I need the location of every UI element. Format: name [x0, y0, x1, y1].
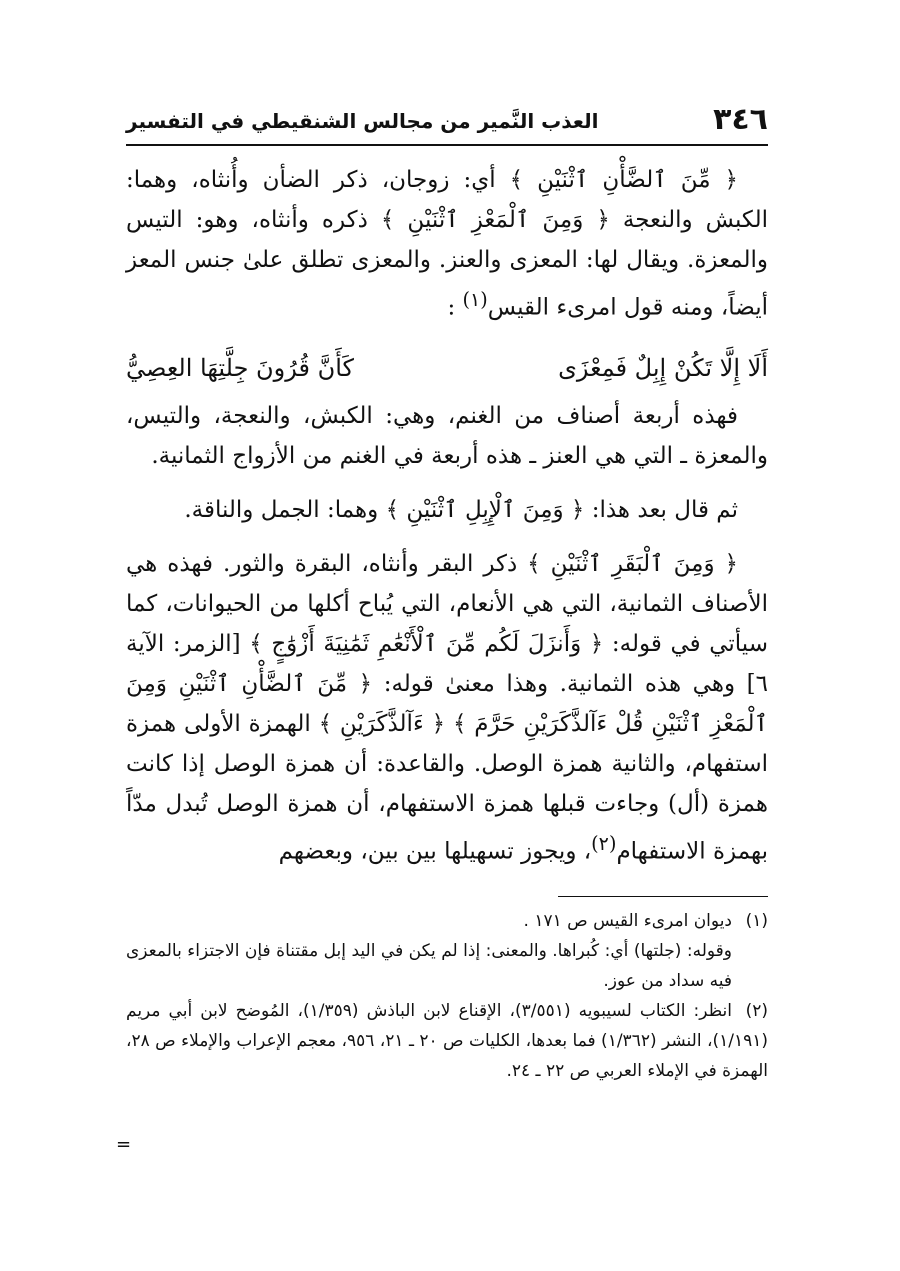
- footnote-1-text: ديوان امرىء القيس ص ١٧١ .: [523, 911, 732, 931]
- running-title: العذب النَّمير من مجالس الشنقيطي في التفسير: [126, 109, 599, 133]
- footnote-ref-1: (١): [462, 288, 488, 311]
- paragraph-1-end: :: [447, 294, 456, 321]
- footnote-1-number: (١): [745, 911, 768, 931]
- footnotes: [126, 906, 768, 1086]
- footnote-divider: [558, 896, 768, 897]
- poetry-verse: [126, 346, 768, 390]
- footnote-1-note: وقوله: (جلتها) أي: كُبراها. والمعنى: إذا لم يكن في اليد إبل مقتناة فإن الاجتزاء بالمعزى فيه سداد من عوز.: [126, 941, 732, 991]
- footnote-1: [126, 906, 768, 936]
- paragraph-2: فهذه أربعة أصناف من الغنم، وهي: الكبش، والنعجة، والتيس، والمعزة ـ التي هي العنز ـ هذه أربعة في الغنم من الأزواج الثمانية.: [126, 402, 768, 469]
- paragraph-1: [126, 160, 768, 328]
- paragraph-4-end: ، ويجوز تسهيلها بين بين، وبعضهم: [278, 838, 592, 865]
- paragraph-4-text: ﴿ وَمِنَ ٱلْبَقَرِ ٱثْنَيْنِ ﴾ ذكر البقر وأنثاه، البقرة والثور. فهذه هي الأصناف الثمانية، التي هي الأنعام، التي يُباح أكلها من الحيوانات، كما سيأتي في قوله: ﴿ وَأَنزَلَ لَكُم مِّنَ ٱلْأَنْعَٰمِ ثَمَٰنِيَةَ أَزْوَٰجٍ ﴾ [الزمر: الآية ٦] وهي هذه الثمانية. وهذا معنىٰ قوله: ﴿ مِّنَ ٱلضَّأْنِ ٱثْنَيْنِ وَمِنَ ٱلْمَعْزِ ٱثْنَيْنِ قُلْ ءَآلذَّكَرَيْنِ حَرَّمَ ﴾ ﴿ ءَآلذَّكَرَيْنِ ﴾ الهمزة الأولى همزة استفهام، والثانية همزة الوصل. والقاعدة: أن همزة الوصل إذا كانت همزة (أل) وجاءت قبلها همزة الاستفهام، أن همزة الوصل تُبدل مدّاً بهمزة الاستفهام: [126, 550, 768, 865]
- paragraph-4: [126, 544, 768, 872]
- footnote-ref-2: (٢): [591, 831, 617, 855]
- footnote-2-number: (٢): [745, 1001, 768, 1021]
- footnote-2-text: انظر: الكتاب لسيبويه (٣/٥٥١)، الإقناع لابن الباذش (١/٣٥٩)، المُوضح لابن أبي مريم (١/١٩١)، النشر (١/٣٦٢) فما بعدها، الكليات ص ٢٠ ـ ٢١، ٩٥٦، معجم الإعراب والإملاء ص ٢٨، الهمزة في الإملاء العربي ص ٢٢ ـ ٢٤.: [126, 1001, 769, 1081]
- paragraph-1-text: ﴿ مِّنَ ٱلضَّأْنِ ٱثْنَيْنِ ﴾ أي: زوجان، ذكر الضأن وأُنثاه، وهما: الكبش والنعجة ﴿ وَمِنَ ٱلْمَعْزِ ٱثْنَيْنِ ﴾ ذكره وأنثاه، وهو: التيس والمعزة. ويقال لها: المعزى والعنز. والمعزى تطلق علىٰ جنس المعز أيضاً، ومنه قول امرىء القيس: [126, 167, 768, 321]
- verse-second-hemistich: كَأَنَّ قُرُونَ جِلَّتِهَا العِصِيُّ: [126, 353, 354, 382]
- footnote-2: [126, 996, 768, 1086]
- page-header: [126, 100, 768, 146]
- verse-first-hemistich: أَلَا إِلَّا تَكُنْ إِبِلٌ فَمِعْزَى: [558, 353, 768, 382]
- paragraph-3: ثم قال بعد هذا: ﴿ وَمِنَ ٱلْإِبِلِ ٱثْنَيْنِ ﴾ وهما: الجمل والناقة.: [184, 496, 738, 523]
- main-text: [126, 160, 768, 871]
- continuation-marker: =: [116, 1134, 132, 1155]
- page-number: ٣٤٦: [713, 102, 768, 137]
